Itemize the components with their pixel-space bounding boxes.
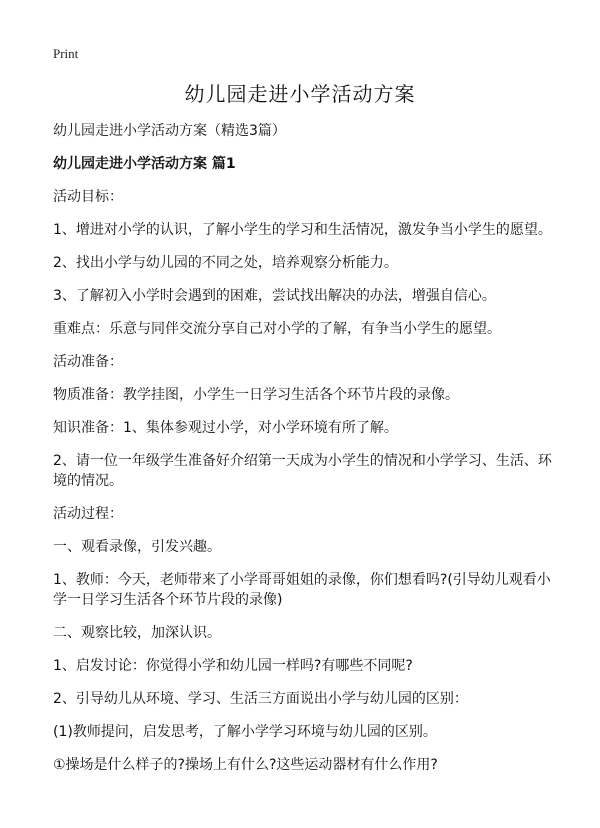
document-body [53,121,563,788]
paragraph: 物质准备：教学挂图，小学生一日学习生活各个环节片段的录像。 [53,387,459,403]
paragraph: 幼儿园走进小学活动方案（精选3篇） [53,123,286,139]
paragraph: 知识准备：1、集体参观过小学，对小学环境有所了解。 [53,420,398,436]
document-title: 幼儿园走进小学活动方案 [184,82,416,106]
section-heading: 幼儿园走进小学活动方案 篇1 [53,156,236,172]
paragraph: 2、请一位一年级学生准备好介绍第一天成为小学生的情况和小学学习、生活、环境的情况。 [53,453,552,489]
print-link[interactable]: Print [53,46,79,61]
paragraph: 3、了解初入小学时会遇到的困难，尝试找出解决的办法，增强自信心。 [53,288,496,304]
paragraph: 二、观察比较，加深认识。 [53,625,221,641]
paragraph: 1、教师：今天，老师带来了小学哥哥姐姐的录像，你们想看吗?(引导幼儿观看小学一日学习生活各个环节片段的录像) [53,572,551,608]
paragraph: 重难点：乐意与同伴交流分享自己对小学的了解，有争当小学生的愿望。 [53,321,501,337]
paragraph: 活动目标： [53,189,123,205]
paragraph: 1、启发讨论：你觉得小学和幼儿园一样吗?有哪些不同呢? [53,658,413,674]
paragraph: 2、引导幼儿从环境、学习、生活三方面说出小学与幼儿园的区别： [53,691,468,707]
paragraph: 一、观看录像，引发兴趣。 [53,539,221,555]
paragraph: 活动准备： [53,354,123,370]
paragraph: (1)教师提问，启发思考，了解小学学习环境与幼儿园的区别。 [53,724,437,740]
paragraph: 1、增进对小学的认识，了解小学生的学习和生活情况，激发争当小学生的愿望。 [53,222,552,238]
paragraph: ①操场是什么样子的?操场上有什么?这些运动器材有什么作用? [53,757,438,773]
paragraph: 2、找出小学与幼儿园的不同之处，培养观察分析能力。 [53,255,398,271]
paragraph: 活动过程： [53,506,123,522]
